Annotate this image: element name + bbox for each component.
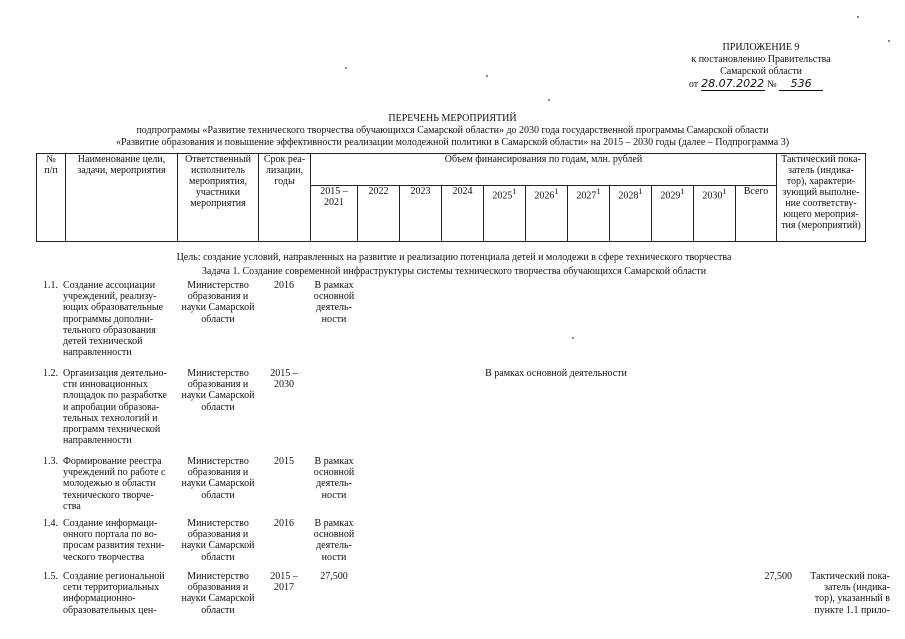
date-prefix: от (688, 79, 699, 90)
row-num: 1.1. (43, 280, 58, 291)
year-col-4: 2025$^1$ (484, 186, 526, 242)
scan-speck (888, 40, 890, 42)
row-name: Создание региональной сети территориальных информационно- образовательных цен- (63, 571, 165, 616)
row-funding-wide: В рамках основной деятельности (485, 368, 627, 379)
year-col-3: 2024 (442, 186, 484, 242)
row-num: 1.3. (43, 456, 58, 467)
col-period-header: Срок реа- лизации, годы (259, 154, 311, 242)
row-period: 2015 – 2017 (270, 571, 298, 594)
year-col-7: 2028$^1$ (610, 186, 652, 242)
document-title (0, 113, 905, 149)
year-col-8: 2029$^1$ (652, 186, 694, 242)
row-num: 1.4. (43, 518, 58, 529)
row-funding: В рамках основной деятель- ности (313, 280, 355, 325)
scan-speck (486, 75, 488, 77)
col-name-header: Наименование цели, задачи, мероприятия (66, 154, 178, 242)
scan-speck (857, 16, 859, 18)
date-number-line (681, 78, 831, 91)
scan-speck (548, 99, 550, 101)
row-period: 2016 (274, 518, 294, 529)
number-value: 536 (779, 78, 823, 91)
number-prefix: № (767, 79, 777, 90)
year-col-total: Всего (736, 186, 777, 242)
scan-speck (345, 67, 347, 69)
year-col-9: 2030$^1$ (694, 186, 736, 242)
row-period: 2015 – 2030 (270, 368, 298, 391)
year-col-1: 2022 (358, 186, 400, 242)
row-executor: Министерство образования и науки Самарской области (181, 368, 255, 413)
year-col-0: 2015 – 2021 (311, 186, 358, 242)
row-period: 2015 (274, 456, 294, 467)
appendix-block (688, 42, 831, 91)
row-num: 1.2. (43, 368, 58, 379)
row-executor: Министерство образования и науки Самарской области (181, 571, 255, 616)
row-name: Формирование реестра учреждений по работе с молодежью в области технического творче- ства (63, 456, 166, 512)
scan-speck (572, 337, 574, 339)
date-value: 28.07.2022 (701, 77, 765, 90)
row-indicator: Тактический пока- затель (индика- тор), указанный в пункте 1.1 прило- (810, 571, 890, 616)
title-main: ПЕРЕЧЕНЬ МЕРОПРИЯТИЙ (388, 113, 517, 124)
row-name: Создание ассоциации учреждений, реализу- ющих образовательные программы дополни- тельного образования детей технической направленности (63, 280, 164, 359)
title-line-1: подпрограммы «Развитие технического творчества обучающихся Самарской области» до 2030 года государственной программы Самарской области (136, 125, 769, 136)
row-name: Создание информаци- онного портала по во- просам развития техни- ческого творчества (63, 518, 165, 563)
row-funding: 27,500 (320, 571, 348, 582)
col-num-header: № п/п (37, 154, 66, 242)
year-col-5: 2026$^1$ (526, 186, 568, 242)
row-total: 27,500 (764, 571, 792, 582)
appendix-line-1: к постановлению Правительства (691, 54, 831, 65)
col-indicator-header: Тактический пока- затель (индика- тор), характери- зующий выполне- ние соответству- ющего мероприя- тия (мероприятий) (777, 154, 866, 242)
col-financing-header: Объем финансирования по годам, млн. рублей (311, 154, 777, 186)
row-name: Организация деятельно- сти инновационных площадок по разработке и апробации образова- тельных технологий и программ технической направленности (63, 368, 167, 447)
row-executor: Министерство образования и науки Самарской области (181, 456, 255, 501)
appendix-title: ПРИЛОЖЕНИЕ 9 (722, 42, 800, 53)
row-num: 1.5. (43, 571, 58, 582)
year-col-2: 2023 (400, 186, 442, 242)
col-executor-header: Ответственный исполнитель мероприятия, участники мероприятия (178, 154, 259, 242)
row-funding: В рамках основной деятель- ности (313, 518, 355, 563)
row-funding: В рамках основной деятель- ности (313, 456, 355, 501)
row-executor: Министерство образования и науки Самарской области (181, 518, 255, 563)
title-line-2: «Развитие образования и повышение эффективности реализации молодежной политики в Самарской области» на 2015 – 2030 годы (далее – Подпрограмма 3) (115, 137, 790, 148)
row-executor: Министерство образования и науки Самарской области (181, 280, 255, 325)
task-line: Задача 1. Создание современной инфраструктуры системы технического творчества обучающихся Самарской области (201, 266, 707, 277)
goal-line: Цель: создание условий, направленных на развитие и реализацию потенциала детей и молодежи в сфере технического творчества (176, 252, 732, 263)
year-col-6: 2027$^1$ (568, 186, 610, 242)
row-period: 2016 (274, 280, 294, 291)
measures-table-header (36, 153, 866, 242)
appendix-line-2: Самарской области (720, 66, 802, 77)
